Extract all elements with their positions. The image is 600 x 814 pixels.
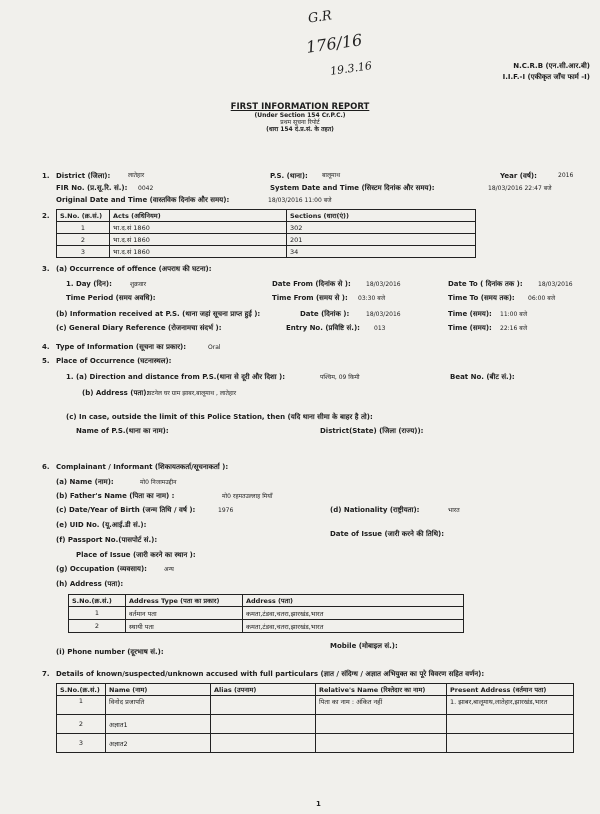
addr-header-type: Address Type (पता का प्रकार): [126, 595, 243, 607]
s6-number: 6.: [42, 463, 50, 471]
beat-label: Beat No. (बीट सं.):: [450, 373, 515, 381]
accused-cell: पिता का नाम : अंकित नहीं: [316, 696, 447, 715]
report-hindi-under: (धारा 154 दं.प्र.सं. के तहत): [266, 126, 334, 133]
district-label: District (जिला):: [56, 172, 111, 180]
address-label: (b) Address (पता):: [82, 389, 150, 397]
accused-header-relative: Relative's Name (रिश्तेदार का नाम): [316, 684, 447, 696]
addr-cell: 1: [69, 607, 126, 620]
accused-cell: [211, 734, 316, 753]
info-type-label: Type of Information (सूचना का प्रकार):: [56, 343, 187, 351]
fir-value: 0042: [138, 185, 154, 192]
acts-header-acts: Acts (अधिनियम): [110, 210, 287, 222]
table-row: [57, 222, 476, 234]
accused-header-alias: Alias (उपनाम): [211, 684, 316, 696]
accused-cell: अज्ञात2: [106, 734, 211, 753]
uid-label: (e) UID No. (यू.आई.डी सं.):: [56, 521, 147, 529]
info-time-label: Time (समय):: [448, 310, 492, 318]
info-date-value: 18/03/2016: [366, 311, 401, 318]
acts-cell: 3: [57, 246, 110, 258]
s7-number: 7.: [42, 670, 50, 678]
acts-header-sections: Sections (धारा(एं)): [287, 210, 476, 222]
ps-label: P.S. (थाना):: [270, 172, 308, 180]
sysdate-label: System Date and Time (सिस्टम दिनांक और समय):: [270, 184, 435, 192]
iif-code: I.I.F.-I (एकीकृत जाँच फार्म -I): [502, 73, 590, 81]
gd-time-label: Time (समय):: [448, 324, 492, 332]
report-title: FIRST INFORMATION REPORT: [230, 102, 370, 112]
orig-date-value: 18/03/2016 11:00 बजे: [268, 197, 332, 204]
accused-cell: [316, 734, 447, 753]
s3-number: 3.: [42, 265, 50, 273]
address-h-label: (h) Address (पता):: [56, 580, 124, 588]
district-state-label: District(State) (जिला (राज्य)):: [320, 427, 424, 435]
accused-header-name: Name (नाम): [106, 684, 211, 696]
ps-value: बालूमाथ: [322, 172, 341, 179]
addr-cell: 2: [69, 620, 126, 633]
direction-value: पश्चिम, 09 किमी: [320, 374, 360, 381]
acts-header-sno: S.No. (क्र.सं.): [57, 210, 110, 222]
accused-label: Details of known/suspected/unknown accused with full particulars (ज्ञात / संदिग्ध / अज्ञात अभियुक्त का पूरे विवरण सहित वर्णन):: [56, 670, 485, 678]
acts-table: [56, 209, 476, 258]
accused-cell: [316, 715, 447, 734]
phone-label: (i) Phone number (दूरभाष सं.):: [56, 648, 164, 656]
occupation-value: अन्य: [164, 566, 174, 573]
time-to-label: Time To (समय तक):: [448, 294, 515, 302]
date-from-label: Date From (दिनांक से ):: [272, 280, 351, 288]
date-to-value: 18/03/2016: [538, 281, 573, 288]
table-row: [57, 734, 574, 753]
gd-ref-label: (c) General Diary Reference (रोजनामचा संदर्भ ):: [56, 324, 222, 332]
acts-cell: भा.द.सं 1860: [110, 246, 287, 258]
addr-header-address: Address (पता): [243, 595, 464, 607]
gd-time-value: 22:16 बजे: [500, 325, 528, 332]
complainant-label: Complainant / Informant (शिकायतकर्ता/सूचनाकर्ता ):: [56, 463, 229, 471]
handwritten-stamp: [296, 6, 376, 82]
table-row: [69, 620, 464, 633]
issue-place-label: Place of Issue (जारी करने का स्थान ):: [76, 551, 196, 559]
addr-cell: वर्तमान पता: [126, 607, 243, 620]
direction-label: 1. (a) Direction and distance from P.S.(थाना से दूरी और दिशा ):: [66, 373, 286, 381]
entry-no-label: Entry No. (प्रविष्टि सं.):: [286, 324, 360, 332]
accused-cell: 3: [57, 734, 106, 753]
occurrence-label: (a) Occurrence of offence (अपराध की घटना):: [56, 265, 212, 273]
acts-cell: 201: [287, 234, 476, 246]
time-from-label: Time From (समय से ):: [272, 294, 348, 302]
address-value: घटनेल घर ग्राम झाबर,बालूमाथ , लातेहार: [148, 390, 237, 397]
info-date-label: Date (दिनांक ):: [300, 310, 350, 318]
addr-header-sno: S.No.(क्र.सं.): [69, 595, 126, 607]
s1-number: 1.: [42, 172, 50, 180]
occupation-label: (g) Occupation (व्यवसाय):: [56, 565, 147, 573]
accused-header-address: Present Address (वर्तमान पता): [447, 684, 574, 696]
addr-cell: स्थायी पता: [126, 620, 243, 633]
father-name-value: मो0 रहमतउल्लाह मियाँ: [222, 493, 273, 500]
father-name-label: (b) Father's Name (पिता का नाम) :: [56, 492, 175, 500]
ps-name-label: Name of P.S.(थाना का नाम):: [76, 427, 169, 435]
date-to-label: Date To ( दिनांक तक ):: [448, 280, 523, 288]
addr-cell: कमता,टंडवा,चतरा,झारखंड,भारत: [243, 607, 464, 620]
accused-cell: [447, 734, 574, 753]
accused-cell: 1: [57, 696, 106, 715]
date-from-value: 18/03/2016: [366, 281, 401, 288]
s4-number: 4.: [42, 343, 50, 351]
address-table: [68, 594, 464, 633]
accused-cell: 1. झाबर,बालूमाथ,लातेहार,झारखंड,भारत: [447, 696, 574, 715]
district-value: लातेहार: [128, 172, 145, 179]
stamp-line-1: G.R: [307, 8, 333, 27]
time-to-value: 06:00 बजे: [528, 295, 556, 302]
place-label: Place of Occurrence (घटनास्थल):: [56, 357, 172, 365]
fir-label: FIR No. (प्र.सू.रि. सं.):: [56, 184, 128, 192]
ncrb-code: N.C.R.B (एन.सी.आर.बी): [513, 62, 590, 70]
table-row: [57, 696, 574, 715]
passport-label: (f) Passport No.(पासपोर्ट सं.):: [56, 536, 158, 544]
accused-table: [56, 683, 574, 753]
dob-value: 1976: [218, 507, 234, 514]
period-label: Time Period (समय अवधि):: [66, 294, 156, 302]
table-row: [57, 246, 476, 258]
acts-cell: 302: [287, 222, 476, 234]
stamp-line-3: 19.3.16: [329, 59, 373, 78]
year-value: 2016: [558, 172, 574, 179]
acts-cell: 1: [57, 222, 110, 234]
table-row: [57, 715, 574, 734]
acts-cell: भा.द.सं 1860: [110, 234, 287, 246]
day-value: शुक्रवार: [130, 281, 147, 288]
issue-date-label: Date of Issue (जारी करने की तिथि):: [330, 530, 445, 538]
year-label: Year (वर्ष):: [500, 172, 537, 180]
dob-label: (c) Date/Year of Birth (जन्म तिथि / वर्ष ):: [56, 506, 196, 514]
name-label: (a) Name (नाम):: [56, 478, 114, 486]
acts-cell: भा.द.सं 1860: [110, 222, 287, 234]
addr-cell: कमता,टंडवा,चतरा,झारखंड,भारत: [243, 620, 464, 633]
report-hindi-title: प्रथम सूचना रिपोर्ट: [280, 119, 320, 126]
s2-number: 2.: [42, 212, 50, 220]
table-row: [57, 234, 476, 246]
mobile-label: Mobile (मोबाइल सं.):: [330, 642, 398, 650]
acts-cell: 34: [287, 246, 476, 258]
info-received-label: (b) Information received at P.S. (थाना जहां सूचना प्राप्त हुई ):: [56, 310, 261, 318]
day-label: 1. Day (दिन):: [66, 280, 112, 288]
accused-cell: अज्ञात1: [106, 715, 211, 734]
accused-cell: [211, 696, 316, 715]
outside-limit-label: (c) In case, outside the limit of this Police Station, then (यदि थाना सीमा के बाहर है तो):: [66, 413, 373, 421]
info-time-value: 11:00 बजे: [500, 311, 528, 318]
accused-header-sno: S.No.(क्र.सं.): [57, 684, 106, 696]
s5-number: 5.: [42, 357, 50, 365]
report-under-section: (Under Section 154 Cr.P.C.): [254, 112, 346, 119]
sysdate-value: 18/03/2016 22:47 बजे: [488, 185, 552, 192]
orig-date-label: Original Date and Time (वास्तविक दिनांक और समय):: [56, 196, 230, 204]
nationality-label: (d) Nationality (राष्ट्रीयता):: [330, 506, 420, 514]
report-header: [180, 102, 420, 133]
page-number: 1: [316, 800, 321, 808]
entry-no-value: 013: [374, 325, 386, 332]
accused-cell: [447, 715, 574, 734]
nationality-value: भारत: [448, 507, 460, 514]
table-row: [69, 607, 464, 620]
time-from-value: 03:30 बजे: [358, 295, 386, 302]
acts-cell: 2: [57, 234, 110, 246]
accused-cell: विनोद प्रजापति: [106, 696, 211, 715]
name-value: मो0 निजामउद्दीन: [140, 479, 177, 486]
info-type-value: Oral: [208, 344, 221, 351]
stamp-line-2: 176/16: [304, 30, 364, 57]
accused-cell: 2: [57, 715, 106, 734]
accused-cell: [211, 715, 316, 734]
